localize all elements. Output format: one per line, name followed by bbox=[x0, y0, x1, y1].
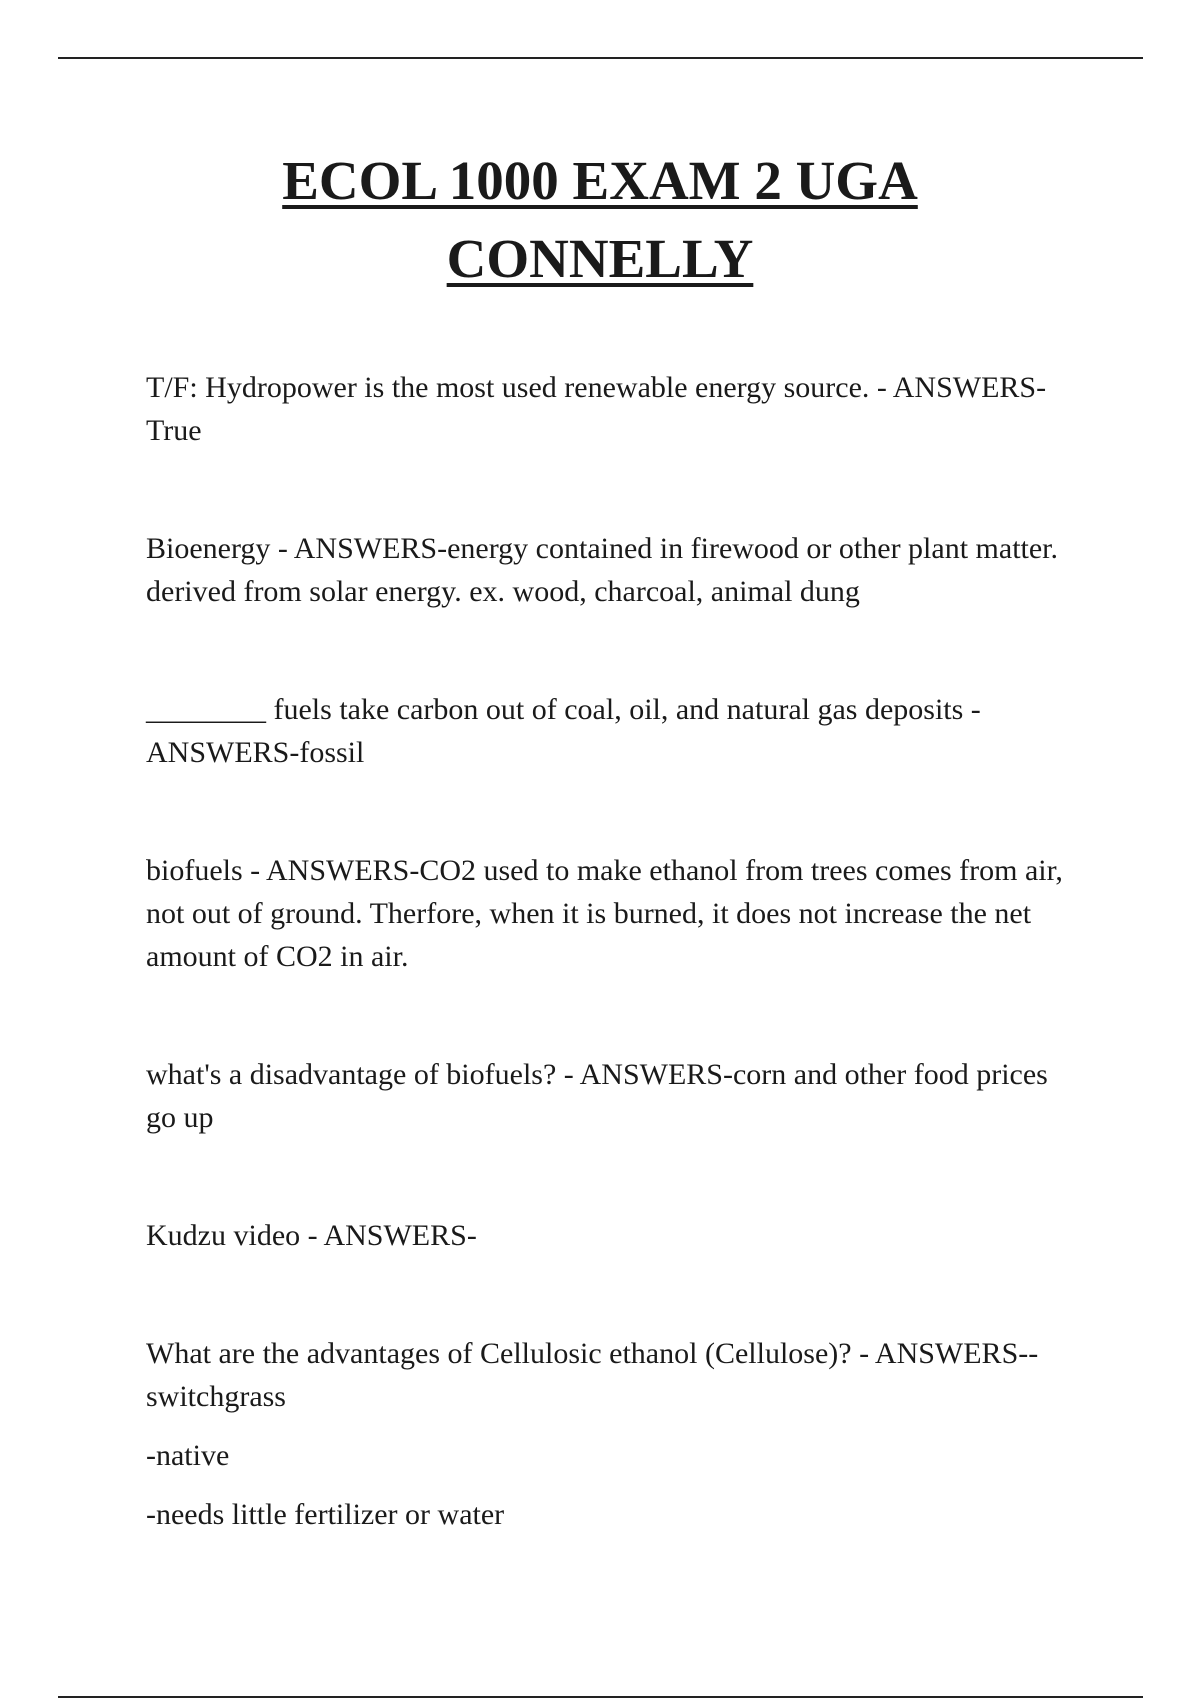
qa-item: What are the advantages of Cellulosic ethanol (Cellulose)? - ANSWERS--switchgrass bbox=[146, 1337, 1039, 1413]
qa-item: T/F: Hydropower is the most used renewable energy source. - ANSWERS-True bbox=[146, 371, 1047, 447]
qa-sub-item: -needs little fertilizer or water bbox=[146, 1498, 505, 1531]
title-line-2: CONNELLY bbox=[446, 228, 754, 289]
top-rule bbox=[58, 57, 1143, 59]
document-title bbox=[0, 142, 1200, 298]
qa-item: ________ fuels take carbon out of coal, oil, and natural gas deposits - ANSWERS-fossil bbox=[146, 693, 981, 769]
document-body bbox=[146, 366, 1076, 1536]
qa-sub-item: -native bbox=[146, 1439, 230, 1472]
qa-item: what's a disadvantage of biofuels? - ANSWERS-corn and other food prices go up bbox=[146, 1058, 1048, 1134]
qa-item: biofuels - ANSWERS-CO2 used to make ethanol from trees comes from air, not out of ground. Therfore, when it is burned, it does not increase the net amount of CO2 in air. bbox=[146, 854, 1063, 973]
qa-item: Kudzu video - ANSWERS- bbox=[146, 1219, 477, 1252]
title-line-1: ECOL 1000 EXAM 2 UGA bbox=[282, 150, 918, 211]
bottom-rule bbox=[58, 1696, 1143, 1698]
qa-item: Bioenergy - ANSWERS-energy contained in firewood or other plant matter. derived from solar energy. ex. wood, charcoal, animal dung bbox=[146, 532, 1059, 608]
